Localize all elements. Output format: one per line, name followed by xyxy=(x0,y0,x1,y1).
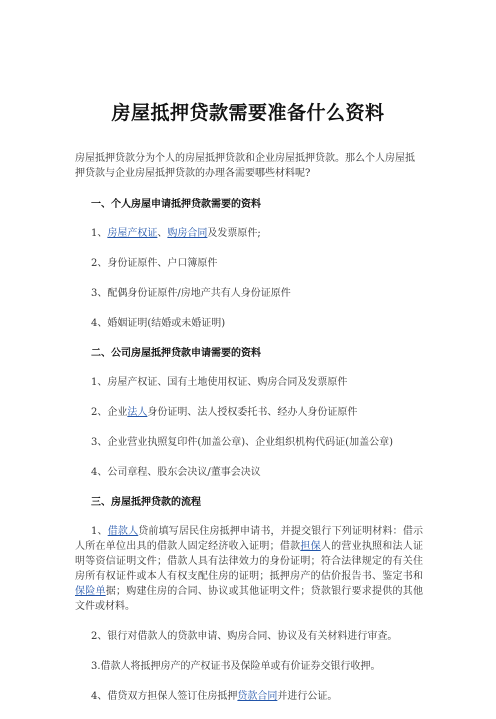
section2-item-2 xyxy=(91,405,423,420)
para-text: 并进行公证。 xyxy=(277,691,338,702)
section1-item-3: 3、配偶身份证原件/房地产共有人身份证原件 xyxy=(91,288,291,299)
intro-paragraph: 房屋抵押贷款分为个人的房屋抵押贷款和企业房屋抵押贷款。那么个人房屋抵押贷款与企业房屋抵押贷款的办理各需要哪些材料呢? xyxy=(75,153,415,179)
borrower-link[interactable]: 借款人 xyxy=(107,526,139,537)
para-text: 1、 xyxy=(91,526,108,537)
section1-heading: 一、个人房屋申请抵押贷款需要的资料 xyxy=(91,199,261,210)
property-certificate-link[interactable]: 房屋产权证 xyxy=(107,228,158,239)
guarantee-link[interactable]: 担保 xyxy=(300,541,321,552)
legal-person-link[interactable]: 法人 xyxy=(127,407,148,418)
section1-item-1 xyxy=(91,226,423,241)
item-prefix: 2、企业 xyxy=(91,407,128,418)
para-text: 4、借贷双方担保人签订住房抵押 xyxy=(91,691,238,702)
loan-contract-link[interactable]: 贷款合同 xyxy=(237,691,278,702)
purchase-contract-link[interactable]: 购房合同 xyxy=(167,228,208,239)
item-suffix: 及发票原件; xyxy=(207,228,261,239)
section1-item-4: 4、婚姻证明(结婚或未婚证明) xyxy=(91,318,226,329)
section3-paragraph-1 xyxy=(75,524,423,614)
section3-heading: 三、房屋抵押贷款的流程 xyxy=(91,497,201,508)
section2-item-4: 4、公司章程、股东会决议/董事会决议 xyxy=(91,467,261,478)
section1-item-2: 2、身份证原件、户口簿原件 xyxy=(91,258,218,269)
section3-paragraph-3: 3.借款人将抵押房产的产权证书及保险单或有价证券交银行收押。 xyxy=(91,661,381,672)
section2-item-3: 3、企业营业执照复印件(加盖公章)、企业组织机构代码证(加盖公章) xyxy=(91,437,393,448)
section2-item-1: 1、房屋产权证、国有土地使用权证、购房合同及发票原件 xyxy=(91,377,348,388)
separator: 、 xyxy=(157,228,168,239)
item-prefix: 1、 xyxy=(91,228,108,239)
section3-paragraph-2: 2、银行对借款人的贷款申请、购房合同、协议及有关材料进行审查。 xyxy=(91,631,398,642)
insurance-policy-link[interactable]: 保险单 xyxy=(75,586,106,597)
para-text: 贷前填写居民住房抵押申请书，并提交银行下列证明材料：借示人所在单位出具的借款人固定经济收入证明；借款 xyxy=(75,526,423,552)
document-body xyxy=(75,151,423,719)
section2-heading: 二、公司房屋抵押贷款申请需要的资料 xyxy=(91,348,261,359)
para-text: 据；购建住房的合同、协议或其他证明文件；贷款银行要求提供的其他文件或材料。 xyxy=(75,586,424,612)
page-title: 房屋抵押贷款需要准备什么资料 xyxy=(111,102,385,124)
item-suffix: 身份证明、法人授权委托书、经办人身份证原件 xyxy=(147,407,358,418)
para-text: 人的营业执照和法人证明等资信证明文件；借款人具有法律效力的身份证明；符合法律规定的有关住房所有权证件或本人有权支配住房的证明；抵押房产的估价报告书、鉴定书和 xyxy=(75,541,424,582)
